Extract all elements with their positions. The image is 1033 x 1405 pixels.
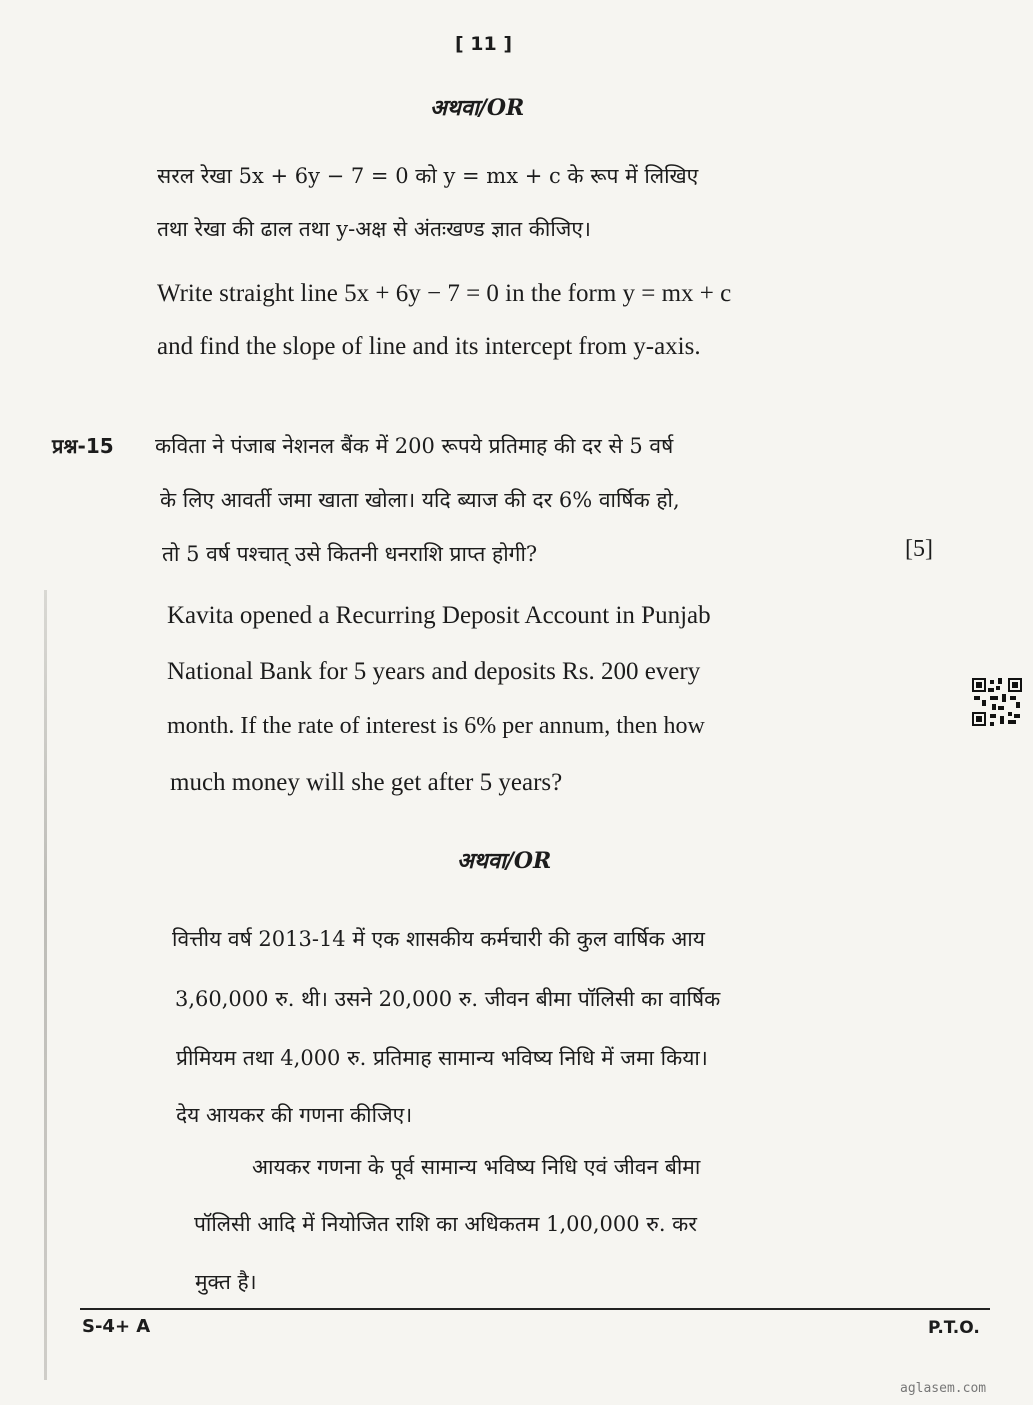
question-text-english: National Bank for 5 years and deposits Rs. 200 every: [167, 658, 701, 685]
question-text-hindi: वित्तीय वर्ष 2013-14 में एक शासकीय कर्मचारी की कुल वार्षिक आय: [172, 927, 705, 951]
question-text-english: Kavita opened a Recurring Deposit Account in Punjab: [167, 602, 711, 629]
page-number: [ 11 ]: [455, 33, 513, 55]
question-text-english: much money will she get after 5 years?: [170, 769, 563, 796]
paper-code: S-4+ A: [82, 1316, 151, 1337]
marks: [5]: [905, 536, 933, 562]
question-text-hindi: तो 5 वर्ष पश्चात् उसे कितनी धनराशि प्राप्त होगी?: [162, 542, 538, 566]
question-text-hindi: 3,60,000 रु. थी। उसने 20,000 रु. जीवन बीमा पॉलिसी का वार्षिक: [175, 987, 721, 1011]
note-text: पॉलिसी आदि में नियोजित राशि का अधिकतम 1,00,000 रु. कर: [194, 1212, 697, 1236]
footer-rule: [80, 1308, 990, 1310]
question-text-english: month. If the rate of interest is 6% per annum, then how: [167, 713, 705, 739]
question-text-hindi: के लिए आवर्ती जमा खाता खोला। यदि ब्याज की दर 6% वार्षिक हो,: [160, 488, 680, 512]
question-text-hindi: कविता ने पंजाब नेशनल बैंक में 200 रूपये प्रतिमाह की दर से 5 वर्ष: [155, 434, 674, 458]
question-text-hindi: प्रीमियम तथा 4,000 रु. प्रतिमाह सामान्य भविष्य निधि में जमा किया।: [176, 1046, 708, 1070]
question-number: प्रश्न-15: [52, 434, 114, 458]
or-heading: अथवा/OR: [430, 95, 525, 121]
note-text: मुक्त है।: [195, 1270, 257, 1294]
watermark: aglasem.com: [900, 1381, 987, 1396]
scan-edge: [44, 590, 47, 1380]
question-text-hindi: तथा रेखा की ढाल तथा y-अक्ष से अंतःखण्ड ज्ञात कीजिए।: [157, 217, 591, 241]
question-text-english: and find the slope of line and its intercept from y-axis.: [157, 333, 701, 360]
note-text: आयकर गणना के पूर्व सामान्य भविष्य निधि एवं जीवन बीमा: [252, 1155, 701, 1179]
or-heading: अथवा/OR: [457, 848, 552, 874]
question-text-english: Write straight line 5x + 6y − 7 = 0 in the form y = mx + c: [157, 280, 732, 307]
qr-code-icon: [972, 678, 1022, 726]
please-turn-over: P.T.O.: [928, 1318, 980, 1338]
question-text-hindi: देय आयकर की गणना कीजिए।: [176, 1103, 413, 1127]
question-text-hindi: सरल रेखा 5x + 6y − 7 = 0 को y = mx + c के रूप में लिखिए: [157, 164, 699, 188]
